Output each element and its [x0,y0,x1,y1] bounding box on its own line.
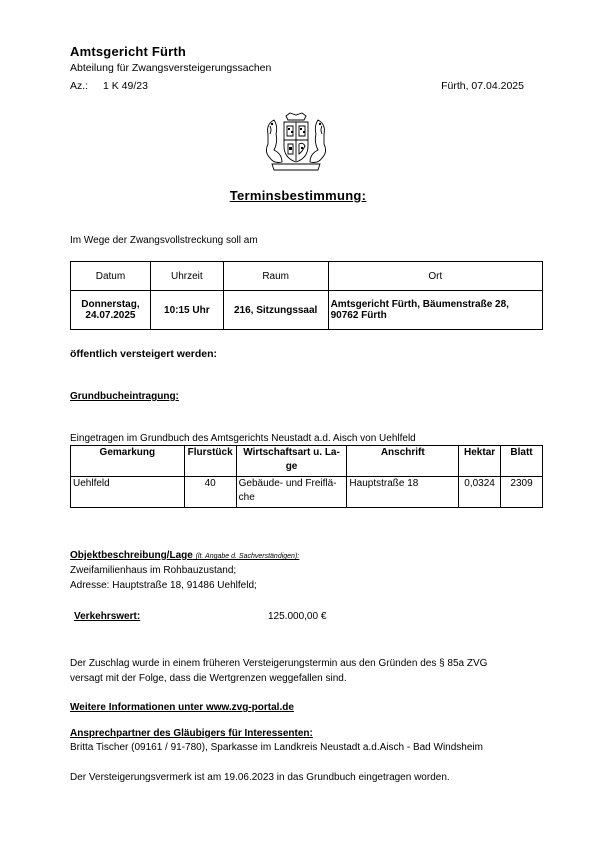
termin-ort-line1: Amtsgericht Fürth, Bäumenstraße 28, [330,299,509,310]
cell-hektar: 0,0324 [459,477,501,508]
header-raum: Raum [223,262,328,291]
vermerk-text: Der Versteigerungsvermerk ist am 19.06.2023 in das Grundbuch eingetragen worden. [70,772,450,783]
objekt-address: Adresse: Hauptstraße 18, 91486 Uehlfeld; [70,580,257,591]
case-number-label: Az.: [70,80,89,92]
header-uhrzeit: Uhrzeit [150,262,223,291]
termin-date: 24.07.2025 [85,310,136,321]
grundbuch-heading: Grundbucheintragung: [70,391,179,402]
cell-blatt: 2309 [501,477,543,508]
termin-uhrzeit: 10:15 Uhr [150,291,223,330]
termin-raum: 216, Sitzungssaal [223,291,328,330]
table-row [71,477,543,508]
ansprechpartner-heading: Ansprechpartner des Gläubigers für Interessenten: [70,728,313,739]
verkehrswert-value: 125.000,00 € [268,611,327,622]
cell-wirtschaftsart-line1: Gebäude- und Freiflä- [238,478,337,489]
place-date: Fürth, 07.04.2025 [441,80,524,92]
court-name: Amtsgericht Fürth [70,44,187,59]
cell-anschrift: Hauptstraße 18 [347,477,459,508]
header-hektar: Hektar [459,446,501,477]
header-gemarkung: Gemarkung [71,446,185,477]
header-anschrift: Anschrift [347,446,459,477]
header-wirtschaftsart-line2: ge [285,461,298,472]
case-number: 1 K 49/23 [103,80,148,92]
header-ort: Ort [328,262,542,291]
department: Abteilung für Zwangsversteigerungssachen [70,62,272,74]
intro-text: Im Wege der Zwangsvollstreckung soll am [70,235,258,246]
termin-ort [328,291,542,330]
objekt-description: Zweifamilienhaus im Rohbauzustand; [70,565,237,576]
objekt-note: (lt. Angabe d. Sachverständigen): [195,553,300,560]
page-title: Terminsbestimmung: [229,188,367,203]
termin-weekday: Donnerstag, [81,299,140,310]
grundbuch-registration-text: Eingetragen im Grundbuch des Amtsgerichts Neustadt a.d. Aisch von Uehlfeld [70,433,416,444]
termin-datum [71,291,151,330]
cell-wirtschaftsart-line2: che [238,492,255,503]
header-datum: Datum [71,262,151,291]
auction-statement: öffentlich versteigert werden: [70,348,218,360]
weitere-info-link[interactable]: Weitere Informationen unter www.zvg-portal.de [70,702,294,713]
termin-table-header-row [71,262,543,291]
verkehrswert-label: Verkehrswert: [74,611,141,622]
grundbuch-table [70,445,543,508]
header-wirtschaftsart-line1: Wirtschaftsart u. La- [243,447,340,458]
zuschlag-text-line1: Der Zuschlag wurde in einem früheren Versteigerungstermin aus den Gründen des § 85a ZVG [70,658,488,669]
objekt-heading-text: Objektbeschreibung/Lage [70,550,193,561]
cell-wirtschaftsart [236,477,347,508]
zuschlag-text-line2: versagt mit der Folge, dass die Wertgrenzen weggefallen sind. [70,673,347,684]
bavarian-coat-of-arms-icon [262,112,330,172]
termin-table-row [71,291,543,330]
termin-table [70,261,543,330]
header-wirtschaftsart [236,446,347,477]
termin-ort-line2: 90762 Fürth [330,310,387,321]
header-blatt: Blatt [501,446,543,477]
ansprechpartner-contact: Britta Tischer (09161 / 91-780), Sparkasse im Landkreis Neustadt a.d.Aisch - Bad Windsheim [70,742,483,753]
grundbuch-table-header-row [71,446,543,477]
cell-gemarkung: Uehlfeld [71,477,185,508]
objekt-heading [70,550,299,561]
cell-flurstueck: 40 [184,477,236,508]
header-flurstueck: Flurstück [184,446,236,477]
